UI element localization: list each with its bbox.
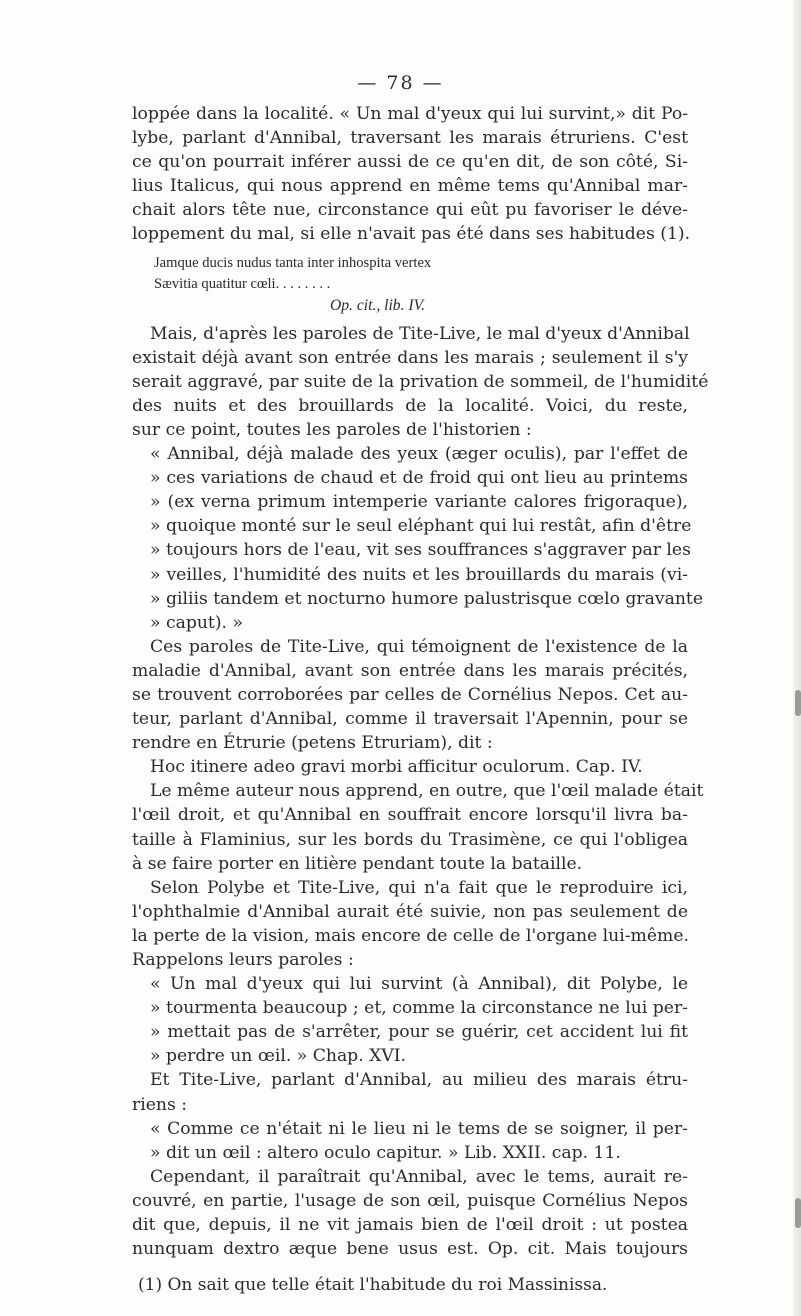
text-line: loppée dans la localité. « Un mal d'yeux qui lui survint,» dit Po-	[132, 104, 688, 124]
text-line: loppement du mal, si elle n'avait pas été dans ses habitudes (1).	[132, 224, 691, 245]
text-line: » (ex verna primum intemperie variante calores frigoraque),	[150, 492, 688, 513]
text-line: « Comme ce n'était ni le lieu ni le tems de se soigner, il per-	[150, 1118, 688, 1139]
latin-quotation	[132, 253, 688, 316]
text-line: Hoc itinere adeo gravi morbi afficitur oculorum. Cap. IV.	[150, 757, 643, 778]
body-text	[132, 102, 709, 1297]
text-line: » tourmenta beaucoup ; et, comme la circonstance ne lui per-	[150, 998, 688, 1019]
text-line: Le même auteur nous apprend, en outre, que l'œil malade était	[150, 781, 704, 802]
text-line: l'ophthalmie d'Annibal aurait été suivie, non pas seulement de	[132, 901, 688, 922]
text-line: Mais, d'après les paroles de Tite-Live, le mal d'yeux d'Annibal	[150, 323, 690, 344]
quote-line: Jamque ducis nudus tanta inter inhospita vertex	[154, 254, 432, 271]
text-line: lybe, parlant d'Annibal, traversant les marais étruriens. C'est	[132, 128, 688, 149]
text-line: à se faire porter en litière pendant toute la bataille.	[132, 853, 583, 874]
text-line: se trouvent corroborées par celles de Cornélius Nepos. Cet au-	[132, 684, 688, 705]
text-line: couvré, en partie, l'usage de son œil, puisque Cornélius Nepos	[132, 1190, 688, 1211]
text-line: » toujours hors de l'eau, vit ses souffrances s'aggraver par les	[150, 540, 691, 561]
text-line: « Un mal d'yeux qui lui survint (à Annibal), dit Polybe, le	[150, 974, 688, 995]
text-line: serait aggravé, par suite de la privation de sommeil, de l'humidité	[132, 371, 709, 392]
text-line: « Annibal, déjà malade des yeux (æger oculis), par l'effet de	[150, 444, 688, 465]
text-line: existait déjà avant son entrée dans les marais ; seulement il s'y	[132, 347, 688, 368]
text-line: riens :	[132, 1094, 188, 1115]
text-line: » giliis tandem et nocturno humore palustrisque cœlo gravante	[150, 588, 703, 609]
text-line: Rappelons leurs paroles :	[132, 950, 354, 970]
edge-mark	[795, 690, 801, 716]
page-edge	[793, 0, 801, 1316]
text-line: teur, parlant d'Annibal, comme il traversait l'Apennin, pour se	[132, 709, 688, 730]
footnote: (1) On sait que telle était l'habitude du roi Massinissa.	[138, 1275, 608, 1296]
text-line: Ces paroles de Tite-Live, qui témoignent de l'existence de la	[150, 636, 688, 657]
page-number: — 78 —	[357, 72, 444, 94]
text-line: Cependant, il paraîtrait qu'Annibal, avec le tems, aurait re-	[150, 1166, 688, 1187]
text-line: nunquam dextro æque bene usus est. Op. cit. Mais toujours	[132, 1239, 688, 1260]
text-line: » perdre un œil. » Chap. XVI.	[150, 1046, 407, 1067]
text-line: des nuits et des brouillards de la localité. Voici, du reste,	[132, 395, 688, 416]
text-line: rendre en Étrurie (petens Etruriam), dit :	[132, 733, 493, 754]
text-line: sur ce point, toutes les paroles de l'historien :	[132, 419, 532, 440]
text-line: Et Tite-Live, parlant d'Annibal, au milieu des marais étru-	[150, 1070, 688, 1091]
text-line: » veilles, l'humidité des nuits et les brouillards du marais (vi-	[150, 564, 688, 585]
text-line: » ces variations de chaud et de froid qui ont lieu au printems	[150, 468, 688, 489]
text-line: lius Italicus, qui nous apprend en même tems qu'Annibal mar-	[132, 176, 688, 197]
edge-mark	[795, 1198, 801, 1228]
text-line: Selon Polybe et Tite-Live, qui n'a fait que le reproduire ici,	[150, 877, 688, 898]
text-line: taille à Flaminius, sur les bords du Trasimène, ce qui l'obligea	[132, 829, 688, 850]
text-line: » dit un œil : altero oculo capitur. » Lib. XXII. cap. 11.	[150, 1142, 621, 1163]
text-line: maladie d'Annibal, avant son entrée dans les marais précités,	[132, 660, 688, 681]
text-line: » mettait pas de s'arrêter, pour se guérir, cet accident lui fit	[150, 1022, 688, 1043]
quote-line: Sævitia quatitur cœli. . . . . . . .	[154, 275, 331, 292]
text-line: ce qu'on pourrait inférer aussi de ce qu'en dit, de son côté, Si-	[132, 152, 688, 173]
text-line: » quoique monté sur le seul eléphant qui lui restât, afin d'être	[150, 516, 692, 537]
quote-citation: Op. cit., lib. IV.	[330, 296, 426, 314]
text-line: » caput). »	[150, 612, 243, 633]
text-line: l'œil droit, et qu'Annibal en souffrait encore lorsqu'il livra ba-	[132, 805, 688, 826]
text-line: chait alors tête nue, circonstance qui eût pu favoriser le déve-	[132, 200, 688, 221]
text-line: dit que, depuis, il ne vit jamais bien de l'œil droit : ut postea	[132, 1215, 688, 1236]
text-line: la perte de la vision, mais encore de celle de l'organe lui-même.	[132, 925, 689, 946]
